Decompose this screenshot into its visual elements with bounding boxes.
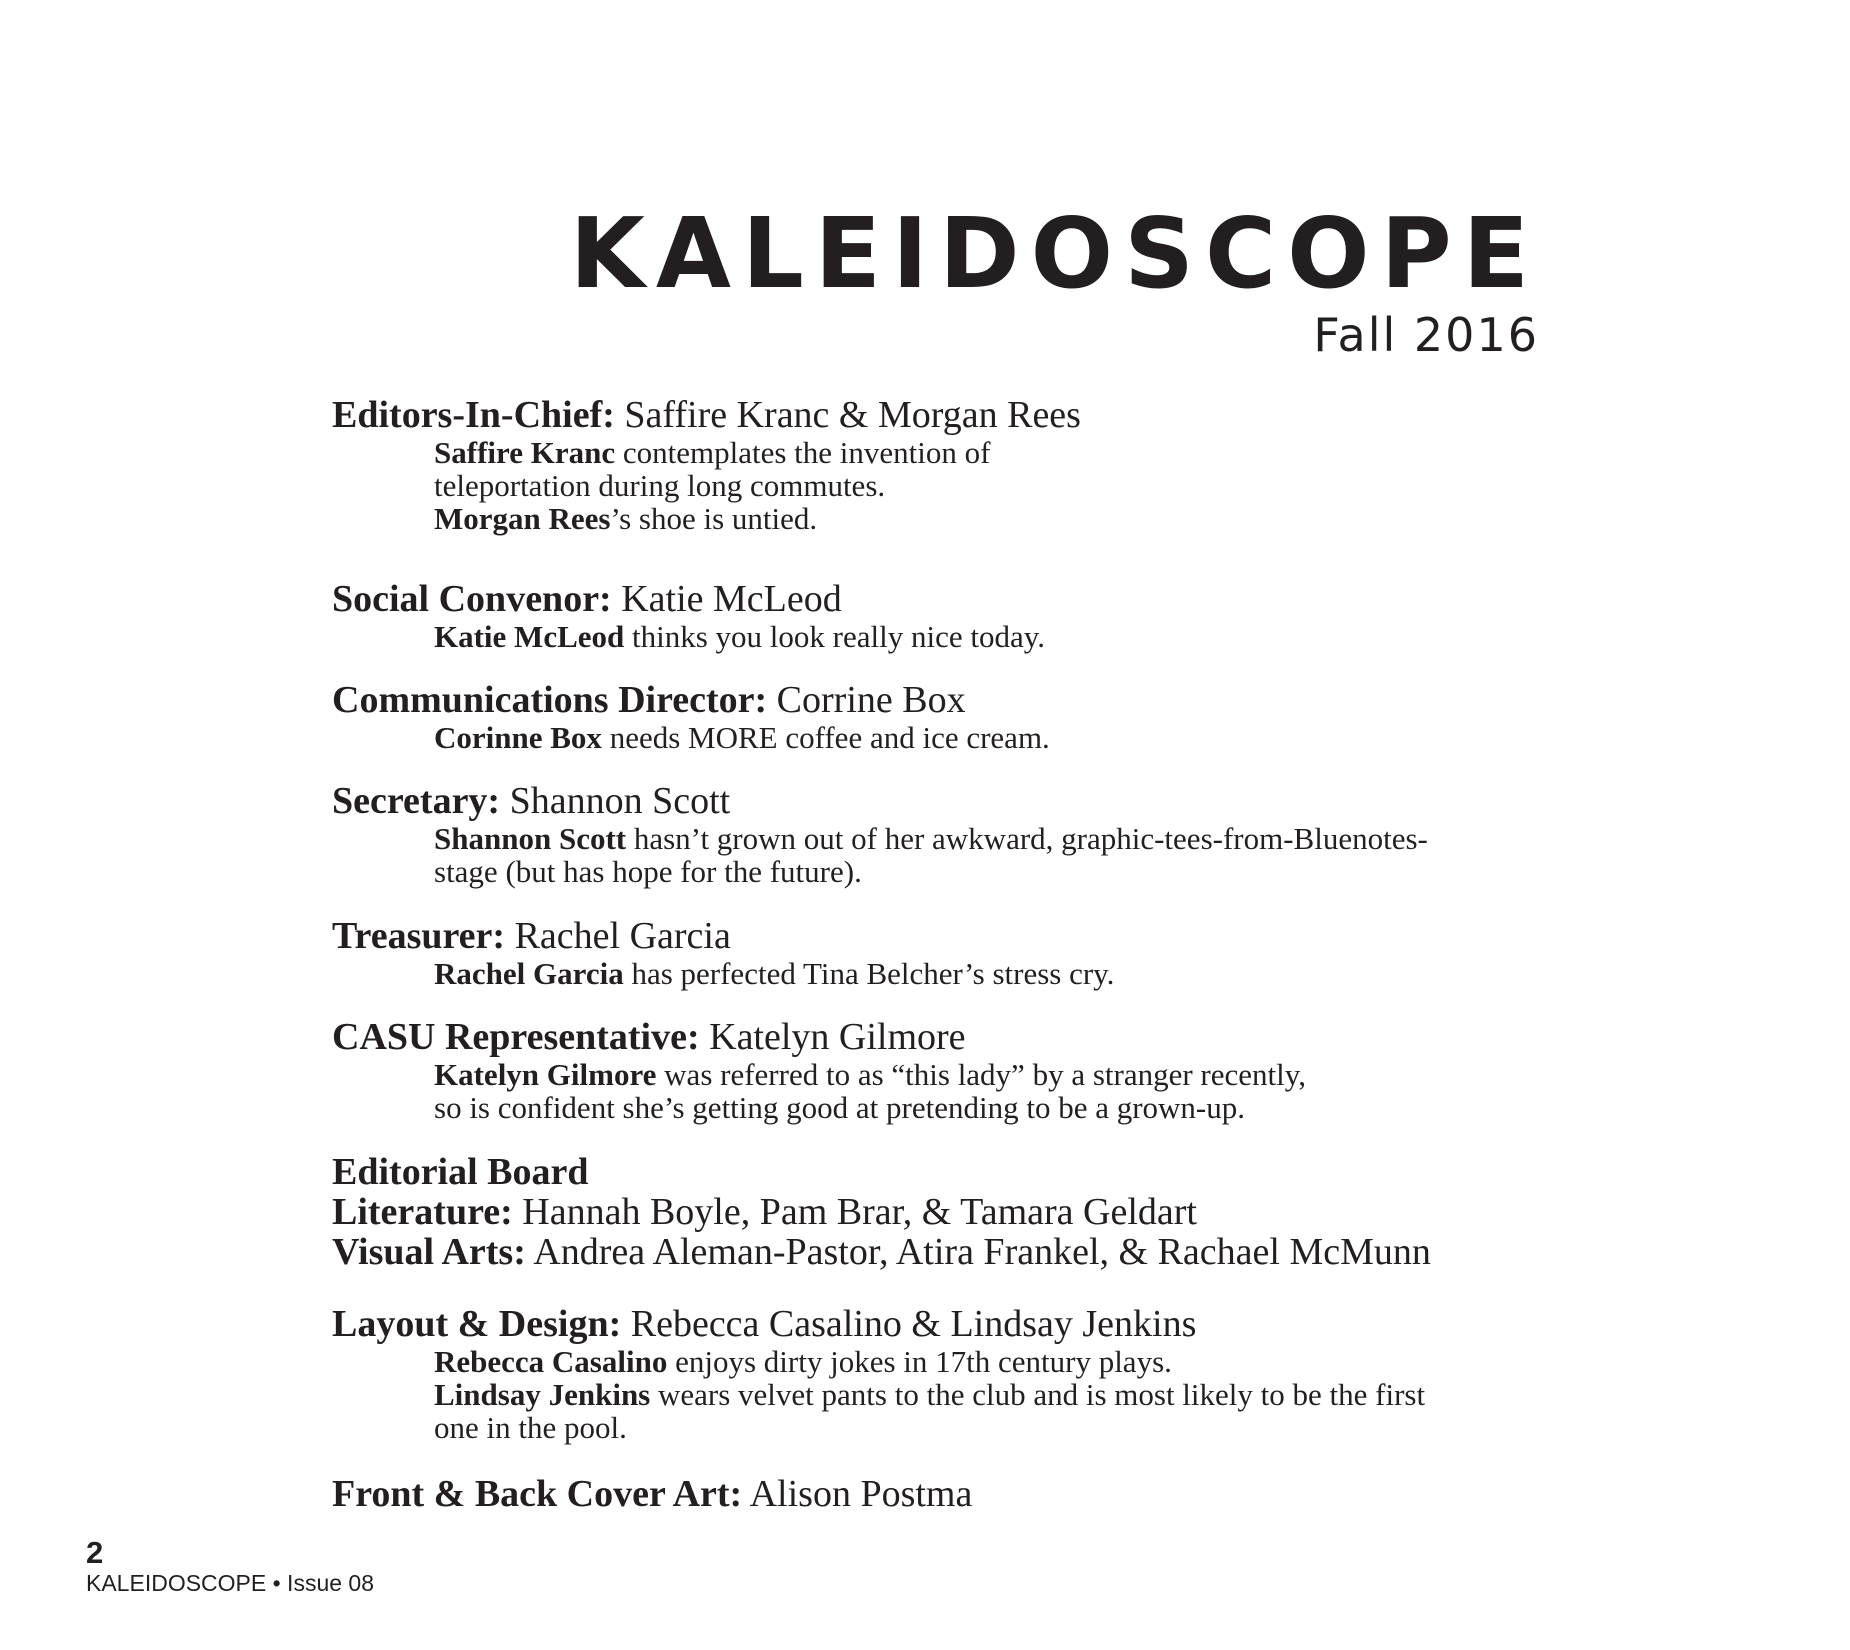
credit-social-convenor — [332, 579, 1532, 653]
role-names: Rachel Garcia — [514, 915, 731, 957]
page-number: 2 — [86, 1535, 104, 1570]
role-label: CASU Representative: — [332, 1016, 700, 1058]
bio-text: ’s shoe is untied. — [610, 501, 818, 536]
contributor-bio — [332, 1345, 1532, 1378]
credit-cover-art — [332, 1474, 1532, 1515]
bio-text: was referred to as “this lady” by a stranger recently, — [656, 1057, 1306, 1092]
role-names: Hannah Boyle, Pam Brar, & Tamara Geldart — [522, 1191, 1197, 1233]
role-label: Visual Arts: — [332, 1231, 526, 1273]
role-names: Alison Postma — [749, 1473, 973, 1515]
page-footer — [86, 1537, 374, 1597]
bio-text: contemplates the invention of — [615, 435, 991, 470]
role-names: Shannon Scott — [509, 780, 731, 822]
credit-role-line — [332, 680, 1532, 721]
role-label: Treasurer: — [332, 915, 506, 957]
credit-layout-design — [332, 1304, 1532, 1444]
role-label: Social Convenor: — [332, 578, 612, 620]
credit-editors-in-chief — [332, 395, 1532, 535]
contributor-bio — [332, 1411, 1532, 1444]
bio-name: Shannon Scott — [434, 821, 627, 856]
magazine-title: KALEIDOSCOPE — [569, 197, 1540, 310]
role-names: Katelyn Gilmore — [709, 1016, 966, 1058]
section-heading: Editorial Board — [332, 1151, 589, 1193]
bio-name: Corinne Box — [434, 720, 602, 755]
bio-text: wears velvet pants to the club and is most likely to be the first — [650, 1377, 1426, 1412]
contributor-bio — [332, 1378, 1532, 1411]
issue-season: Fall 2016 — [1313, 308, 1539, 362]
role-label: Literature: — [332, 1191, 513, 1233]
credit-role-line — [332, 1474, 1532, 1515]
contributor-bio — [332, 469, 1532, 502]
bio-text: thinks you look really nice today. — [624, 619, 1045, 654]
credit-role-line — [332, 916, 1532, 957]
role-label: Front & Back Cover Art: — [332, 1473, 743, 1515]
bio-text: so is confident she’s getting good at pretending to be a grown-up. — [434, 1090, 1246, 1125]
credit-treasurer — [332, 916, 1532, 990]
bio-name: Katie McLeod — [434, 619, 625, 654]
role-names: Saffire Kranc & Morgan Rees — [624, 394, 1081, 436]
bio-text: has perfected Tina Belcher’s stress cry. — [623, 956, 1115, 991]
credit-role-line — [332, 781, 1532, 822]
role-names: Corrine Box — [776, 679, 966, 721]
contributor-bio — [332, 957, 1532, 990]
role-label: Layout & Design: — [332, 1303, 622, 1345]
credit-role-line — [332, 1017, 1532, 1058]
contributor-bio — [332, 1058, 1532, 1091]
contributor-bio — [332, 620, 1532, 653]
bio-name: Rachel Garcia — [434, 956, 624, 991]
role-names: Katie McLeod — [621, 578, 842, 620]
role-label: Secretary: — [332, 780, 501, 822]
bio-name: Morgan Rees — [434, 501, 611, 536]
contributor-bio — [332, 1091, 1532, 1124]
role-names: Andrea Aleman-Pastor, Atira Frankel, & Rachael McMunn — [533, 1231, 1431, 1273]
credit-role-line — [332, 395, 1532, 436]
contributor-bio — [332, 855, 1532, 888]
credit-role-line — [332, 1304, 1532, 1345]
bio-name: Lindsay Jenkins — [434, 1377, 651, 1412]
credit-secretary — [332, 781, 1532, 888]
contributor-bio — [332, 436, 1532, 469]
role-label: Editors-In-Chief: — [332, 394, 615, 436]
contributor-bio — [332, 502, 1532, 535]
bio-text: one in the pool. — [434, 1410, 627, 1445]
contributor-bio — [332, 721, 1532, 754]
credit-editorial-board — [332, 1152, 1532, 1272]
bio-text: enjoys dirty jokes in 17th century plays. — [667, 1344, 1172, 1379]
bio-text: hasn’t grown out of her awkward, graphic-tees-from-Bluenotes- — [626, 821, 1428, 856]
masthead-credits — [332, 395, 1532, 1515]
bio-name: Rebecca Casalino — [434, 1344, 668, 1379]
bio-text: needs MORE coffee and ice cream. — [601, 720, 1050, 755]
bio-name: Katelyn Gilmore — [434, 1057, 657, 1092]
editorial-board-heading — [332, 1152, 1532, 1192]
credit-role-line — [332, 579, 1532, 620]
bio-text: stage (but has hope for the future). — [434, 854, 862, 889]
running-footer: KALEIDOSCOPE • Issue 08 — [86, 1570, 375, 1596]
role-names: Rebecca Casalino & Lindsay Jenkins — [630, 1303, 1197, 1345]
contributor-bio — [332, 822, 1532, 855]
bio-text: teleportation during long commutes. — [434, 468, 886, 503]
bio-name: Saffire Kranc — [434, 435, 616, 470]
role-label: Communications Director: — [332, 679, 768, 721]
credit-role-line — [332, 1232, 1532, 1272]
credit-communications-director — [332, 680, 1532, 754]
credit-casu-representative — [332, 1017, 1532, 1124]
credit-role-line — [332, 1192, 1532, 1232]
